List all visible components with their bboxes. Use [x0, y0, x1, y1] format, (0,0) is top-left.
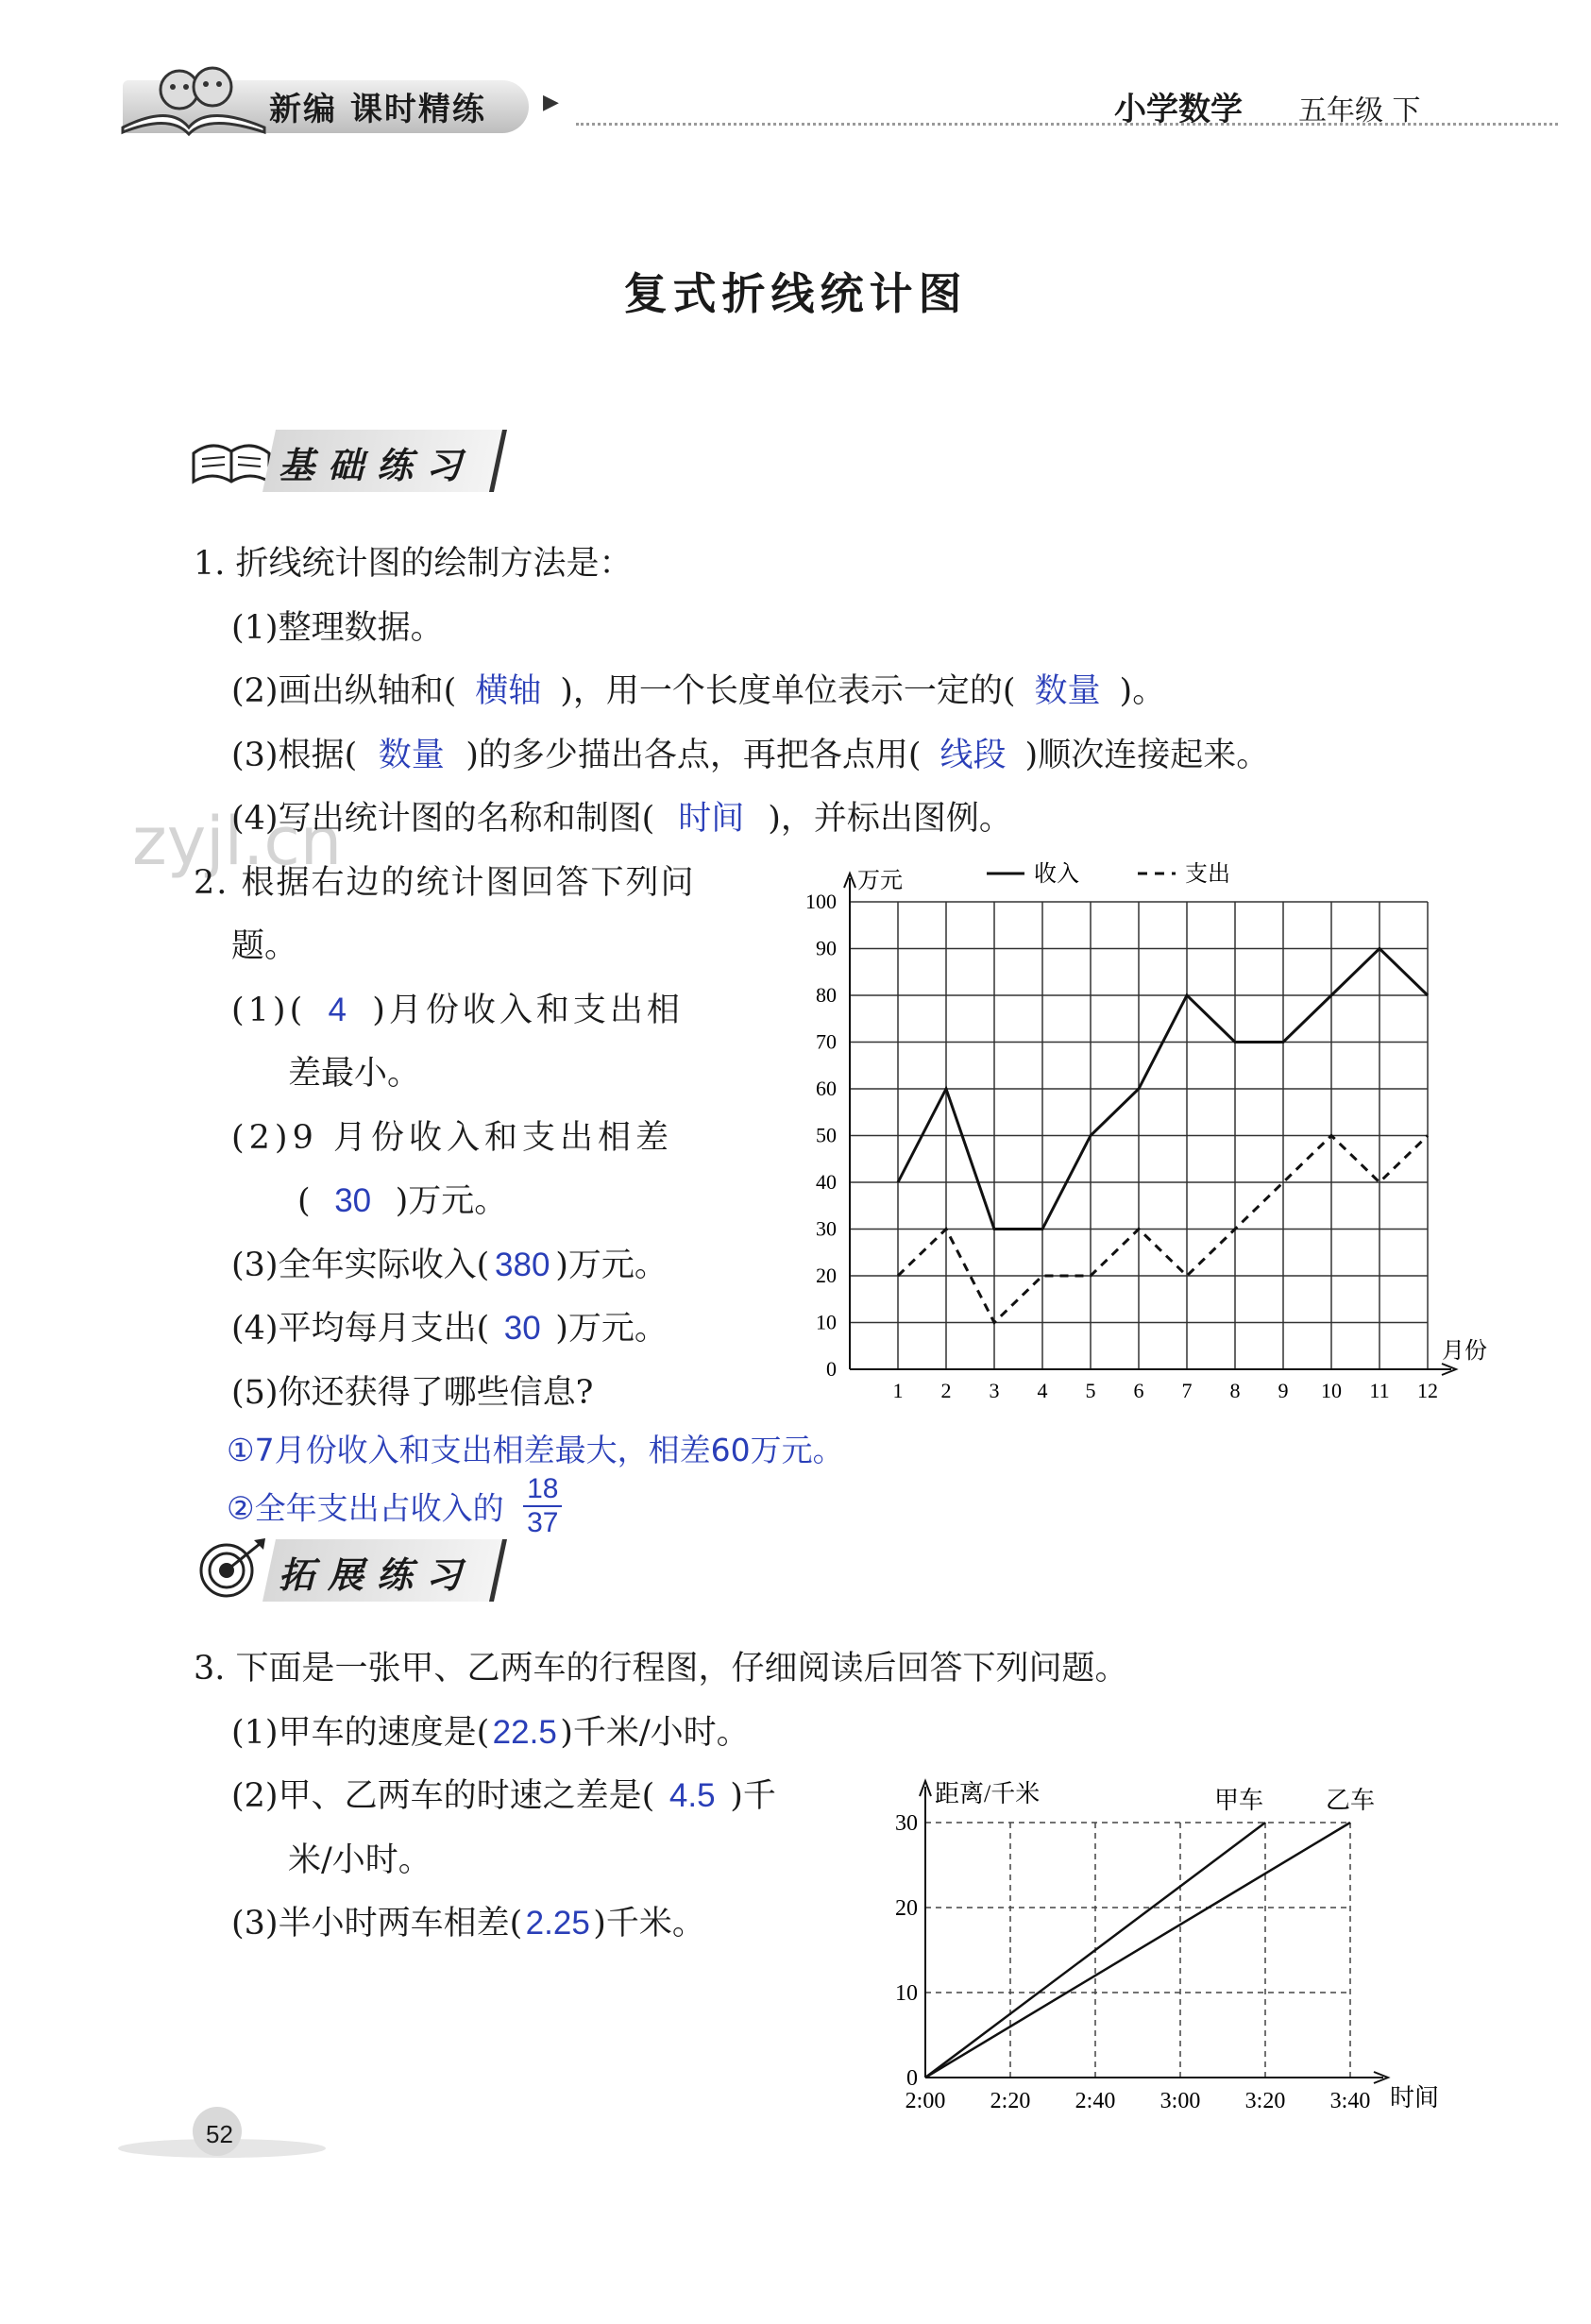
header-subject: 小学数学: [1114, 91, 1243, 128]
q3-stem: 3. 下面是一张甲、乙两车的行程图，仔细阅读后回答下列问题。: [194, 1650, 1128, 1688]
q3-sub3-text-a: (3)半小时两车相差(: [231, 1905, 523, 1942]
q2-sub1-text-a: (1)(: [231, 992, 307, 1029]
y-tick-label: 30: [895, 1811, 918, 1836]
x-tick-label: 5: [1085, 1379, 1096, 1402]
car-jia-label: 甲车: [1213, 1787, 1264, 1814]
car-yi-label: 乙车: [1325, 1787, 1376, 1814]
q1-step2: [231, 670, 1165, 712]
q2-sub2-text-b: (: [297, 1182, 311, 1220]
q3-sub1: [231, 1712, 750, 1754]
target-icon: [194, 1535, 269, 1601]
q3-sub3: [231, 1903, 705, 1944]
q2-sub1-cont: 差最小。: [288, 1055, 421, 1093]
page-title: 复式折线统计图: [623, 268, 968, 319]
q1-step3-text-b: )的多少描出各点，再把各点用(: [465, 737, 922, 774]
book-mascot-icon: [113, 38, 274, 142]
x-tick-label: 3:20: [1244, 2089, 1286, 2113]
watermark: zyjl.cn: [132, 803, 343, 880]
x-tick-label: 2:20: [990, 2089, 1031, 2113]
page-number: 52: [206, 2120, 233, 2148]
q3-sub2-text-b: )千: [730, 1777, 776, 1815]
x-tick-label: 2:40: [1075, 2089, 1116, 2113]
y-tick-label: 10: [895, 1981, 918, 2006]
x-tick-label: 4: [1037, 1379, 1048, 1402]
section-basic-title: 基础练习: [279, 445, 476, 486]
q2-stem-line2: 题。: [231, 927, 298, 965]
q1-stem: 1. 折线统计图的绘制方法是：: [194, 545, 633, 583]
x-tick-label: 12: [1417, 1379, 1438, 1402]
q2-sub1-text-b: )月份收入和支出相: [372, 992, 684, 1029]
q3-sub1-answer: 22.5: [492, 1714, 557, 1751]
q2-sub1: [231, 990, 684, 1031]
q2-sub1-answer: 4: [328, 992, 350, 1028]
q2-sub3: [231, 1245, 668, 1286]
q2-answer-note2-text: ②全年支出占收入的: [227, 1489, 504, 1527]
q2-sub3-text-b: )万元。: [555, 1247, 668, 1284]
y-tick-label: 30: [816, 1216, 837, 1241]
q1-step2-answer2: 数量: [1034, 672, 1101, 709]
y-tick-label: 10: [816, 1310, 837, 1334]
y-tick-label: 40: [816, 1170, 837, 1194]
q2-sub2-answer: 30: [334, 1182, 372, 1219]
header-grade: 五年级 下: [1298, 94, 1421, 127]
q3-sub2-text-a: (2)甲、乙两车的时速之差是(: [231, 1777, 655, 1815]
y-tick-label: 50: [816, 1123, 837, 1147]
x-tick-label: 3: [989, 1379, 1000, 1402]
x-tick-label: 9: [1278, 1379, 1289, 1402]
x-tick-label: 10: [1321, 1379, 1342, 1402]
q1-step3-text-c: )顺次连接起来。: [1024, 737, 1270, 774]
q1-step3-text-a: (3)根据(: [231, 737, 358, 774]
y-tick-label: 0: [826, 1357, 837, 1381]
q1-step3: [231, 735, 1269, 776]
y-tick-label: 80: [816, 983, 837, 1007]
q2-fraction-denominator: 37: [527, 1507, 559, 1538]
y-tick-label: 70: [816, 1029, 837, 1054]
q2-sub4-text-a: (4)平均每月支出(: [231, 1310, 490, 1348]
x-tick-label: 11: [1369, 1379, 1390, 1402]
q3-sub3-text-b: )千米。: [593, 1905, 705, 1942]
q3-sub2: [231, 1775, 776, 1817]
x-tick-label: 8: [1229, 1379, 1241, 1402]
q2-sub5: (5)你还获得了哪些信息?: [231, 1374, 594, 1412]
q1-step1: (1)整理数据。: [231, 609, 444, 647]
header-series-title: 新编 课时精练: [269, 91, 486, 128]
q2-sub3-answer: 380: [495, 1247, 550, 1283]
q1-step4-text-a: (4)写出统计图的名称和制图(: [231, 800, 655, 838]
q2-sub2-cont: [297, 1180, 507, 1222]
q1-step2-text-b: )，用一个长度单位表示一定的(: [560, 672, 1016, 710]
y-tick-label: 20: [895, 1896, 918, 1921]
q1-step2-text-c: )。: [1119, 672, 1166, 710]
y-tick-label: 60: [816, 1077, 837, 1100]
y-tick-label: 90: [816, 936, 837, 960]
y-tick-label: 100: [805, 890, 837, 913]
q1-step2-answer1: 横轴: [475, 672, 542, 709]
q3-sub3-answer: 2.25: [525, 1905, 590, 1942]
legend-expense-label: 支出: [1185, 862, 1230, 887]
x-tick-label: 7: [1181, 1379, 1193, 1402]
q1-step2-text-a: (2)画出纵轴和(: [231, 672, 457, 710]
x-tick-label: 3:40: [1329, 2089, 1371, 2113]
q1-step3-answer1: 数量: [378, 737, 445, 773]
q3-sub1-text-a: (1)甲车的速度是(: [231, 1714, 490, 1752]
x-axis-label: 时间: [1390, 2084, 1440, 2112]
q1-step4-text-b: )，并标出图例。: [768, 800, 1012, 838]
q2-sub2: (2)9 月份收入和支出相差: [231, 1119, 673, 1157]
q2-fraction-numerator: 18: [523, 1473, 562, 1507]
q2-stem-line1: 2. 根据右边的统计图回答下列问: [194, 864, 696, 902]
y-tick-label: 20: [816, 1264, 837, 1287]
x-tick-label: 2: [940, 1379, 952, 1402]
car-jia-line: [925, 1823, 1265, 2078]
x-tick-label: 3:00: [1159, 2089, 1201, 2113]
q2-sub4-text-b: )万元。: [555, 1310, 668, 1348]
section-extend-title: 拓展练习: [279, 1554, 476, 1596]
q3-sub2-answer: 4.5: [669, 1777, 716, 1814]
travel-chart: [869, 1766, 1454, 2125]
q2-answer-fraction: [523, 1473, 562, 1539]
x-tick-label: 2:00: [905, 2089, 946, 2113]
open-book-icon: [189, 425, 274, 491]
q2-sub4: [231, 1308, 668, 1349]
q1-step4: [231, 798, 1012, 840]
q2-sub3-text-a: (3)全年实际收入(: [231, 1247, 490, 1284]
x-axis-label: 月份: [1442, 1339, 1487, 1364]
header-arrow-icon: ▶: [543, 91, 559, 114]
legend-income-label: 收入: [1034, 862, 1079, 887]
y-tick-label: 0: [906, 2066, 918, 2091]
q3-sub1-text-b: )千米/小时。: [560, 1714, 750, 1752]
q2-sub4-answer: 30: [503, 1310, 541, 1347]
q3-sub2-cont: 米/小时。: [288, 1841, 432, 1879]
q2-answer-note2: [227, 1473, 562, 1539]
q1-step4-answer: 时间: [678, 800, 745, 837]
q2-answer-note1: ①7月份收入和支出相差最大，相差60万元。: [227, 1432, 844, 1468]
x-tick-label: 6: [1133, 1379, 1144, 1402]
y-axis-label: 万元: [857, 869, 903, 893]
y-axis-label: 距离/千米: [935, 1780, 1041, 1807]
income-expense-chart: [746, 850, 1487, 1416]
q1-step3-answer2: 线段: [939, 737, 1007, 773]
q2-sub2-text-c: )万元。: [395, 1182, 508, 1220]
car-yi-line: [925, 1823, 1350, 2078]
x-tick-label: 1: [892, 1379, 904, 1402]
